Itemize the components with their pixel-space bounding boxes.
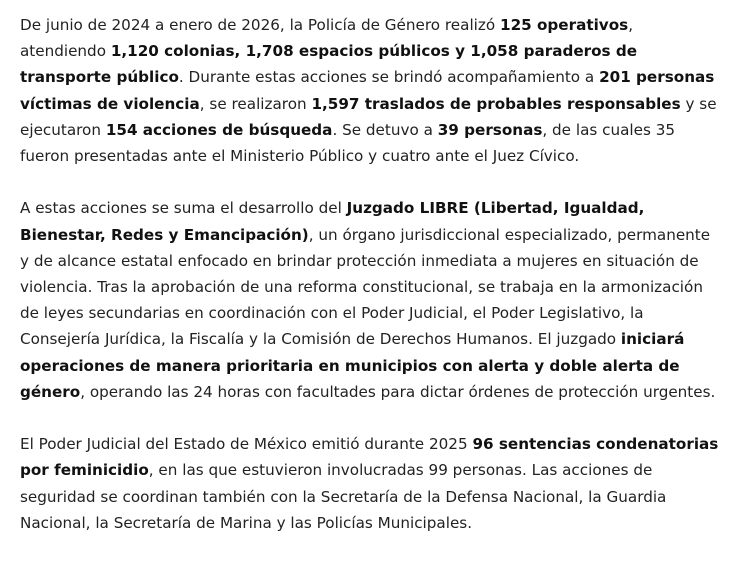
text-run: , se realizaron: [199, 94, 312, 113]
article-body: [20, 12, 720, 562]
highlight-juzgado-libre: Juzgado LIBRE (Libertad, Igualdad, Bienestar, Redes y Emancipación): [20, 199, 645, 244]
text-run: . Se detuvo a: [332, 120, 438, 139]
text-run: . Durante estas acciones se brindó acompañamiento a: [178, 68, 600, 87]
text-run: , un órgano jurisdiccional especializado, permanente y de alcance estatal enfocado en brindar protección inmediata a mujeres en situación de violencia. Tras la aprobación de una reforma constitucional, se trabaja en la armonización de leyes secundarias en coordinación con el Poder Judicial, el Poder Legislativo, la Consejería Jurídica, la Fiscalía y la Comisión de Derechos Humanos. El juzgado: [20, 225, 711, 349]
highlight-victimas: 201 personas víctimas de violencia: [20, 68, 715, 113]
highlight-detenidos: 39 personas: [437, 120, 543, 139]
highlight-sentencias: 96 sentencias condenatorias por feminicidio: [20, 435, 719, 480]
text-run: , en las que estuvieron involucradas 99 personas. Las acciones de seguridad se coordinan también con la Secretaría de la Defensa Nacional, la Guardia Nacional, la Secretaría de Marina y las Policías Municipales.: [20, 461, 667, 532]
highlight-busqueda: 154 acciones de búsqueda: [105, 120, 333, 139]
highlight-operativos: 125 operativos: [500, 16, 629, 34]
text-run: y se ejecutaron: [20, 94, 717, 139]
highlight-operaciones-prioritarias: iniciará operaciones de manera prioritaria en municipios con alerta y doble alerta de género: [20, 330, 685, 401]
text-run: , atendiendo: [20, 16, 634, 61]
highlight-traslados: 1,597 traslados de probables responsables: [311, 94, 681, 113]
paragraph-poder-judicial: [20, 431, 720, 536]
paragraph-juzgado-libre: [20, 195, 720, 405]
text-run: De junio de 2024 a enero de 2026, la Policía de Género realizó: [20, 16, 500, 34]
text-run: El Poder Judicial del Estado de México emitió durante 2025: [20, 435, 473, 454]
text-run: , operando las 24 horas con facultades para dictar órdenes de protección urgentes.: [80, 382, 716, 401]
highlight-colonias: 1,120 colonias, 1,708 espacios públicos y 1,058 paraderos de transporte público: [20, 42, 638, 87]
paragraph-policia-genero: [20, 12, 720, 169]
text-run: A estas acciones se suma el desarrollo del: [20, 199, 347, 218]
text-run: , de las cuales 35 fueron presentadas ante el Ministerio Público y cuatro ante el Juez Cívico.: [20, 120, 676, 166]
